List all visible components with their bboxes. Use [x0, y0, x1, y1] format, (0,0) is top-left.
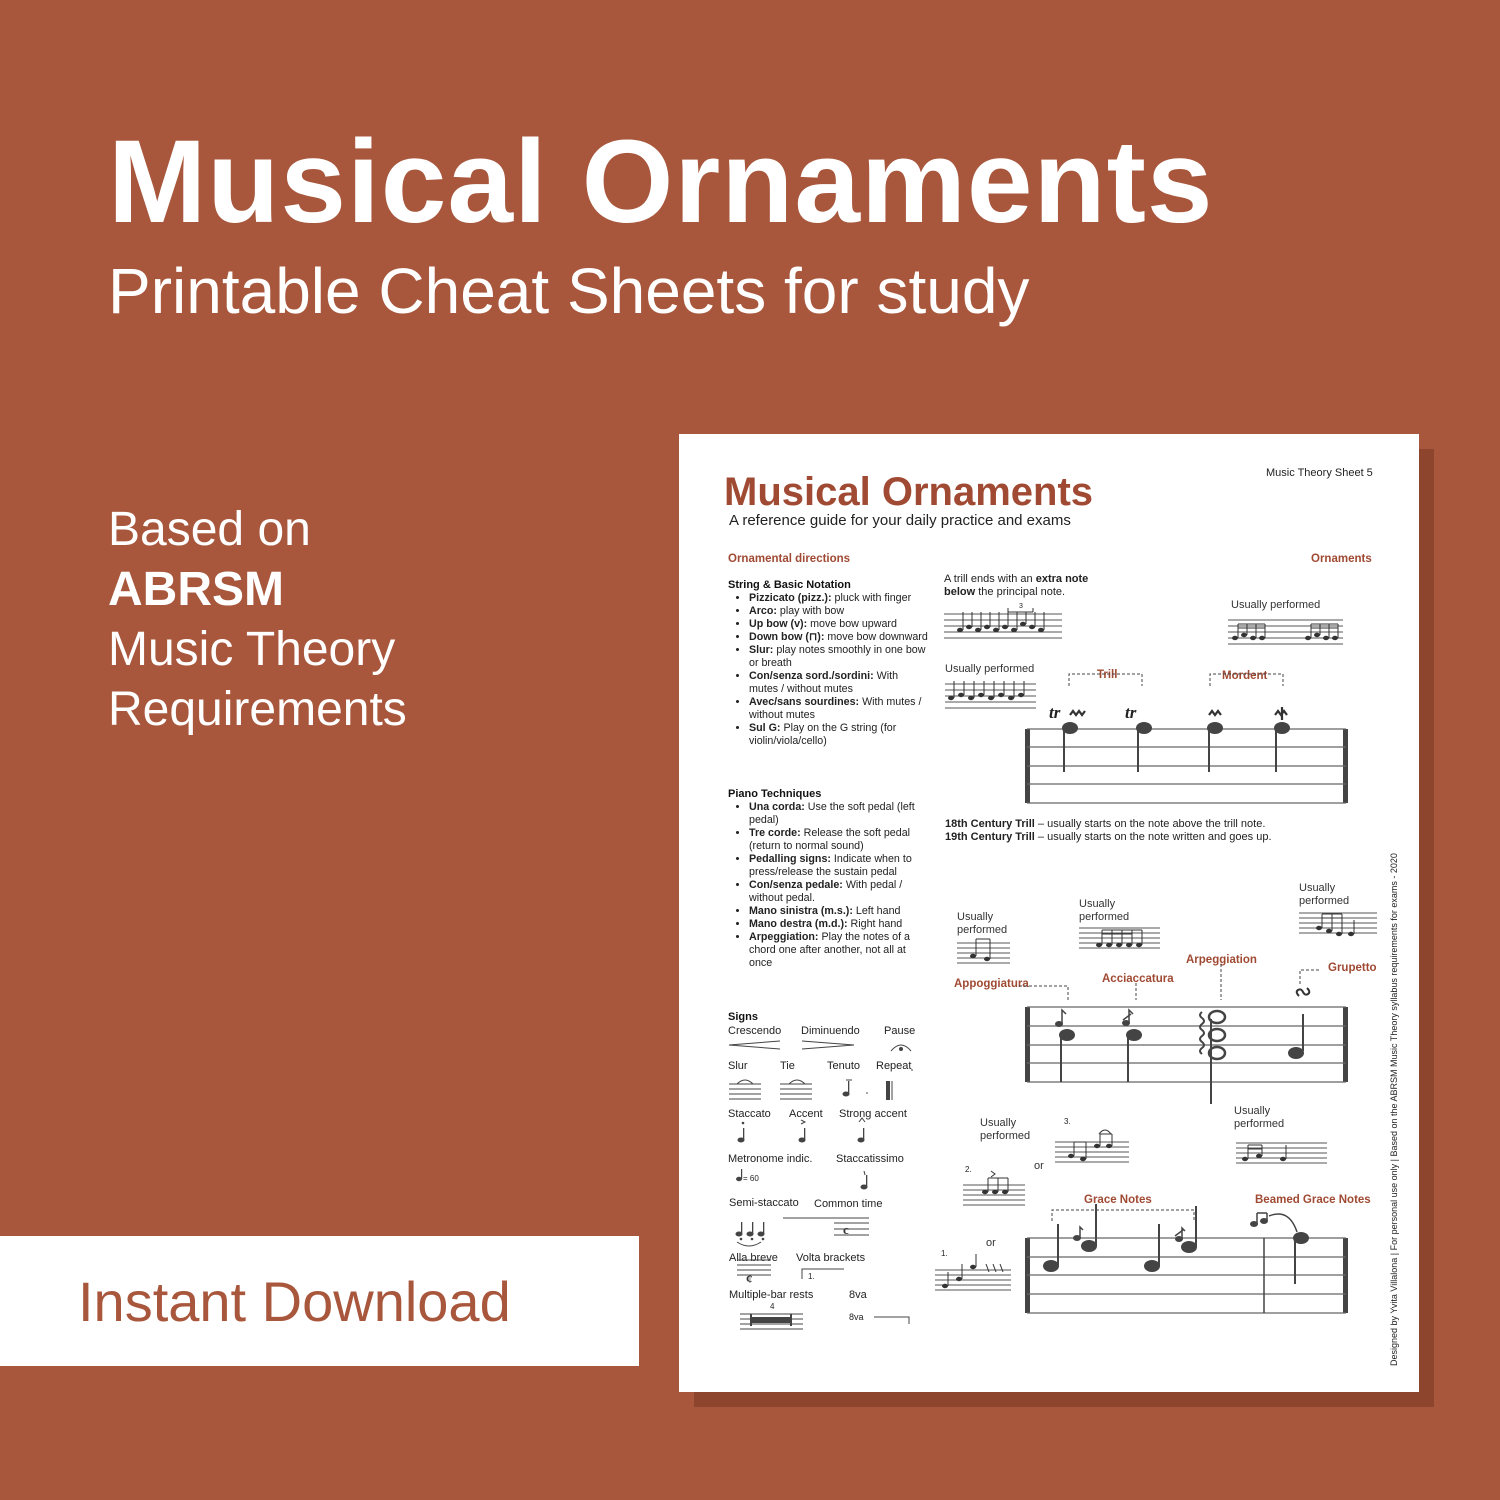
- or-label: or: [1034, 1160, 1044, 1172]
- notation-graphics: [679, 434, 1419, 1392]
- trill-note: A trill ends with an extra note below the principal note.: [944, 573, 1089, 598]
- appoggiatura-label: Appoggiatura: [954, 978, 1029, 990]
- usually-performed-label: Usually performed: [1234, 1105, 1285, 1130]
- banner-title: Musical Ornaments: [108, 116, 1214, 248]
- signs-graphics: [729, 1041, 913, 1329]
- piano-heading: Piano Techniques: [728, 788, 822, 800]
- grace-notes-label: Grace Notes: [1084, 1194, 1152, 1206]
- trill-label: Trill: [1097, 669, 1118, 681]
- instant-download-label: Instant Download: [78, 1269, 511, 1333]
- music-theory-line: Music Theory: [108, 623, 396, 676]
- sheet-subtitle: A reference guide for your daily practice and exams: [729, 512, 1071, 529]
- banner-subtitle: Printable Cheat Sheets for study: [108, 255, 1030, 327]
- usually-performed-label: Usually performed: [1299, 882, 1350, 907]
- metronome-value: = 60: [743, 1174, 759, 1183]
- abrsm-label: ABRSM: [108, 563, 284, 616]
- alla-breve-icon: ¢: [746, 1271, 753, 1286]
- appoggiatura-staff: [1019, 964, 1348, 1104]
- mordent-performed-notes: [1232, 633, 1338, 640]
- common-time-icon: c: [843, 1222, 849, 1237]
- accent-label: Accent: [789, 1108, 823, 1120]
- list-item: • Up bow (v): move bow upward: [749, 618, 929, 631]
- tr-symbol: tr: [1049, 703, 1061, 722]
- instant-download-button[interactable]: [0, 1236, 639, 1366]
- list-item: • Sul G: Play on the G string (for violin/viola/cello): [749, 722, 929, 748]
- staccatissimo-label: Staccatissimo: [836, 1153, 904, 1165]
- list-item: • Pedalling signs: Indicate when to press/release the sustain pedal: [749, 853, 929, 879]
- multibar-label: Multiple-bar rests: [729, 1289, 814, 1301]
- staccato-label: Staccato: [728, 1108, 771, 1120]
- list-item: • Down bow (⊓): move bow downward: [749, 631, 929, 644]
- or-label: or: [986, 1237, 996, 1249]
- triplet-number: 3: [1019, 603, 1023, 610]
- directions-heading: Ornamental directions: [728, 553, 851, 565]
- based-on-block: [108, 500, 407, 740]
- tr-symbol: tr: [1125, 703, 1137, 722]
- usually-performed-label: Usually performed: [957, 911, 1008, 936]
- beamed-grace-notes-label: Beamed Grace Notes: [1255, 1194, 1371, 1206]
- cheat-sheet-preview: [679, 434, 1419, 1392]
- strong-accent-label: Strong accent: [839, 1108, 907, 1120]
- list-item: • Mano destra (m.d.): Right hand: [749, 918, 929, 931]
- metronome-label: Metronome indic.: [728, 1153, 813, 1165]
- common-time-label: Common time: [814, 1198, 883, 1210]
- trill-example-notes: [957, 622, 1044, 632]
- acciaccatura-label: Acciaccatura: [1102, 973, 1174, 985]
- list-item: • Con/senza pedale: With pedal / without pedal.: [749, 879, 929, 905]
- list-item: • Arpeggiation: Play the notes of a chord one after another, not all at once: [749, 931, 929, 970]
- option-3-number: 3.: [1064, 1117, 1071, 1126]
- grupetto-label: Grupetto: [1328, 962, 1377, 974]
- volta-number: 1.: [808, 1272, 815, 1281]
- octave-line-label: 8va: [849, 1312, 864, 1322]
- mordent-label: Mordent: [1222, 670, 1268, 682]
- tenuto-label: Tenuto: [827, 1060, 861, 1072]
- option-1-number: 1.: [941, 1249, 948, 1258]
- tie-label: Tie: [780, 1060, 795, 1072]
- list-item: • Una corda: Use the soft pedal (left pedal): [749, 801, 929, 827]
- list-item: • Pizzicato (pizz.): pluck with finger: [749, 592, 929, 605]
- sheet-title: Musical Ornaments: [724, 470, 1094, 514]
- usually-performed-label: Usually performed: [945, 663, 1035, 675]
- list-item: • Con/senza sord./sordini: With mutes / without mutes: [749, 670, 929, 696]
- list-item: • Mano sinistra (m.s.): Left hand: [749, 905, 929, 918]
- grace-notes-staff: [1025, 1204, 1348, 1313]
- usually-performed-label: Usually performed: [1079, 898, 1130, 923]
- trill-mordent-staff: [1025, 674, 1348, 803]
- diminuendo-label: Diminuendo: [801, 1025, 860, 1037]
- list-item: • Avec/sans sourdines: With mutes / without mutes: [749, 696, 929, 722]
- ornaments-heading: Ornaments: [1311, 553, 1372, 565]
- diminuendo-icon: [802, 1041, 854, 1049]
- usually-performed-label: Usually performed: [980, 1117, 1031, 1142]
- list-item: • Tre corde: Release the soft pedal (return to normal sound): [749, 827, 929, 853]
- requirements-line: Requirements: [108, 683, 407, 736]
- usually-performed-label: Usually performed: [1231, 599, 1321, 611]
- list-item: • Arco: play with bow: [749, 605, 929, 618]
- slur-label: Slur: [728, 1060, 748, 1072]
- arpeggiation-label: Arpeggiation: [1186, 954, 1257, 966]
- century18-note: 18th Century Trill – usually starts on the note above the trill note.: [945, 818, 1266, 830]
- based-on-line: Based on: [108, 503, 311, 556]
- sheet-number: Music Theory Sheet 5: [1266, 467, 1373, 479]
- designer-credit: Designed by Yvita Villalona | For personal use only | Based on the ABRSM Music Theory syllabus requirements for exams - 2020: [1389, 853, 1399, 1366]
- crescendo-label: Crescendo: [728, 1025, 782, 1037]
- octave-label: 8va: [849, 1289, 867, 1301]
- volta-label: Volta brackets: [796, 1252, 866, 1264]
- century19-note: 19th Century Trill – usually starts on the note written and goes up.: [945, 831, 1272, 843]
- semi-staccato-label: Semi-staccato: [729, 1197, 799, 1209]
- pause-label: Pause: [884, 1025, 916, 1037]
- list-item: • Slur: play notes smoothly in one bow or breath: [749, 644, 929, 670]
- string-heading: String & Basic Notation: [728, 579, 851, 591]
- alla-breve-label: Alla breve: [729, 1252, 778, 1264]
- crescendo-icon: [729, 1041, 780, 1049]
- repeat-label: Repeat: [876, 1060, 912, 1072]
- signs-heading: Signs: [728, 1011, 758, 1023]
- multibar-number: 4: [770, 1302, 775, 1311]
- option-2-number: 2.: [965, 1165, 972, 1174]
